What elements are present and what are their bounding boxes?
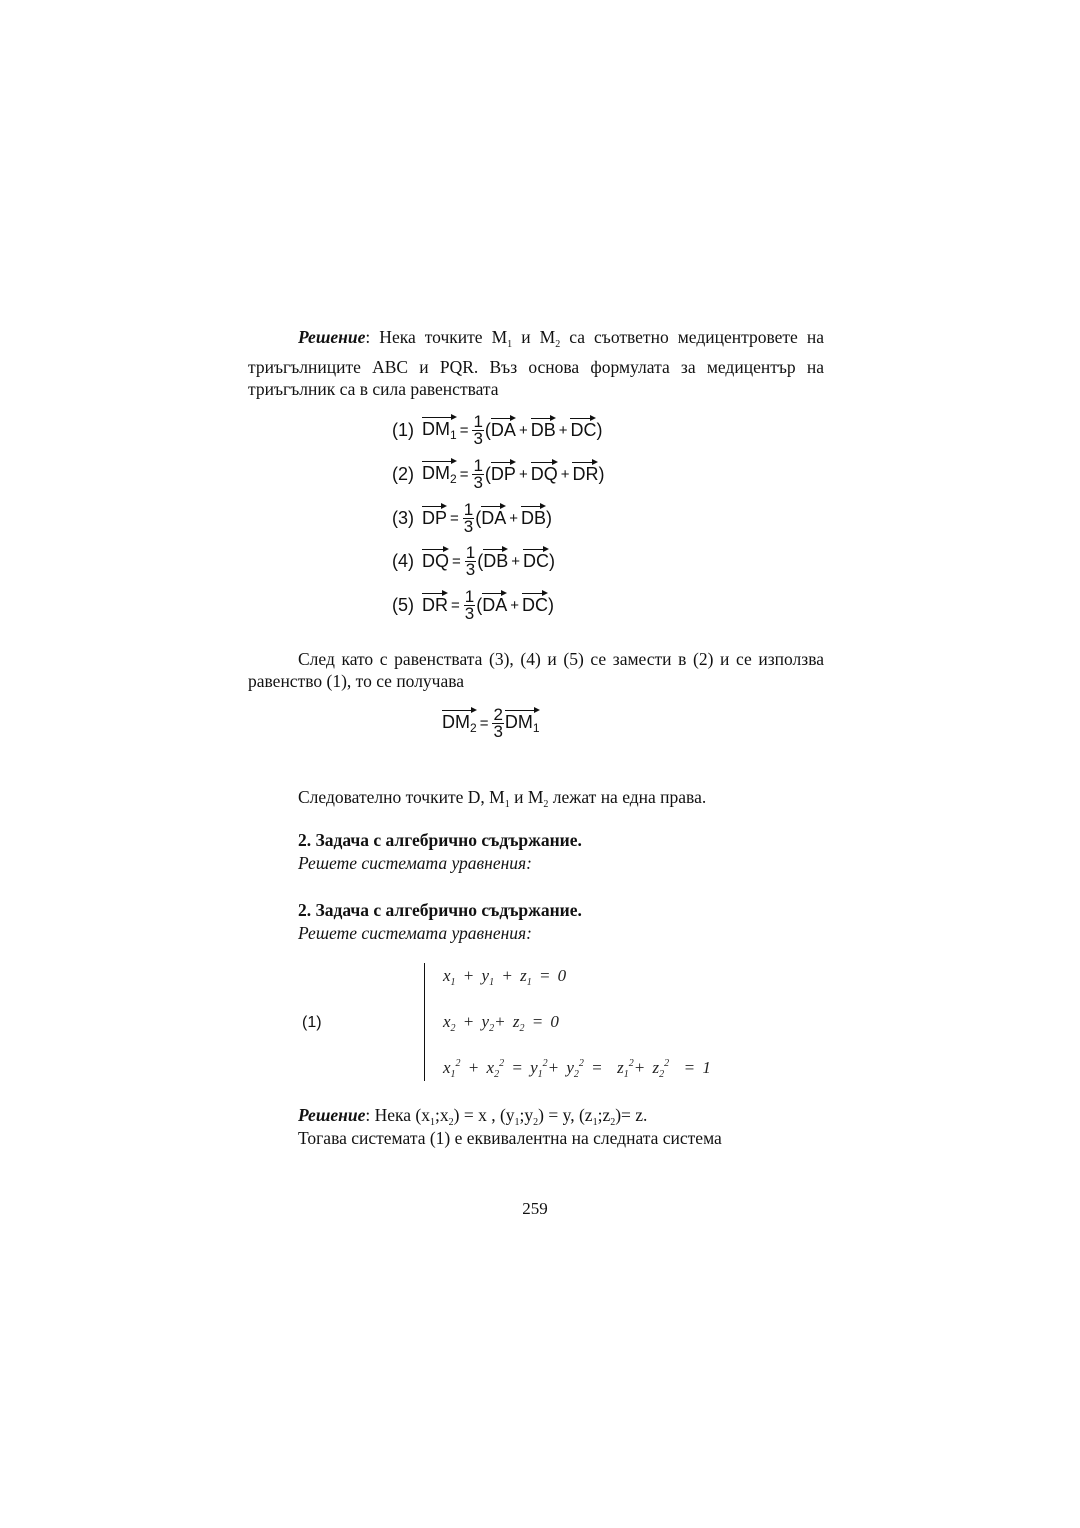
page-number: 259 — [522, 1199, 548, 1218]
vector-dq: DQ — [530, 464, 558, 484]
system-brace-line — [424, 963, 425, 1081]
fraction: $\frac{1}{3}$ — [464, 587, 475, 623]
solution-paragraph-1: Решение: Нека точките $M_1$ и $M_2$ са съответно медицентровете на триъгълниците ABC и PQR. Въз основа формулата за медицентър на триъгълник са в сила равенствата — [248, 327, 824, 399]
solution-label: Решение — [298, 327, 366, 347]
equation-3: (3) DP = $\frac{1}{3}$ ( DA + DB ) — [392, 500, 553, 536]
fraction: $\frac{2}{3}$ — [493, 705, 503, 741]
vector-da: DA — [490, 420, 516, 440]
fraction: $\frac{1}{3}$ — [463, 500, 474, 536]
vector-dr: DR — [422, 595, 448, 615]
task-heading: 2. Задача с алгебрично съдържание. — [298, 830, 582, 850]
vector-dm1: $DM_1$ — [504, 712, 540, 735]
conclusion-line: Следователно точките D, $M_1$ и $M_2$ лежат на една права. — [298, 787, 707, 810]
equation-5: (5) DR = $\frac{1}{3}$ ( DA + DC ) — [392, 587, 555, 623]
result-equation: $DM_2$ = $\frac{2}{3}$ $DM_1$ — [442, 705, 540, 741]
vector-dc: DC — [522, 595, 549, 615]
substitution-paragraph: След като с равенствата (3), (4) и (5) се замести в (2) и се използва равенство (1), то се получава — [248, 649, 824, 691]
system-eq-1: $x_1 + y_1 + z_1 = 0$ — [443, 966, 567, 988]
task-subtitle: Решете системата уравнения: — [298, 853, 532, 873]
equation-2: (2) $DM_2$ = $\frac{1}{3}$ ( DP + DQ + DR ) — [392, 456, 605, 492]
equation-1: (1) $DM_1$ = $\frac{1}{3}$ ( DA + DB + DC ) — [392, 412, 603, 448]
vector-db: DB — [530, 420, 556, 440]
solution-label: Решение — [298, 1105, 366, 1125]
vector-db: DB — [483, 551, 509, 571]
vector-dr: DR — [572, 464, 599, 484]
system-label: (1) — [302, 1014, 322, 1031]
fraction: $\frac{1}{3}$ — [473, 456, 483, 492]
vector-dc: DC — [523, 551, 550, 571]
fraction: $\frac{1}{3}$ — [465, 543, 476, 579]
task-subtitle-repeat: Решете системата уравнения: — [298, 923, 532, 943]
vector-dp: DP — [490, 464, 516, 484]
fraction: $\frac{1}{3}$ — [473, 412, 483, 448]
system-eq-2: $x_2 + y_2+ z_2 = 0$ — [443, 1012, 559, 1034]
equivalence-line: Тогава системата (1) е еквивалентна на следната система — [298, 1128, 722, 1148]
equation-4: (4) DQ = $\frac{1}{3}$ ( DB + DC ) — [392, 543, 556, 579]
vector-da: DA — [481, 508, 507, 528]
vector-dm2: $DM_2$ — [442, 712, 477, 735]
task-heading-repeat: 2. Задача с алгебрично съдържание. — [298, 900, 582, 920]
vector-dq: DQ — [422, 551, 449, 571]
vector-dp: DP — [422, 508, 448, 528]
vector-dm2: $DM_2$ — [422, 463, 457, 486]
solution-paragraph-2: Решение: Нека $(x_1;x_2) = x$ , $(y_1;y_2) = y$, $(z_1;z_2)= z$. — [298, 1105, 648, 1128]
vector-db: DB — [521, 508, 547, 528]
vector-dm1: $DM_1$ — [422, 419, 457, 442]
vector-dc: DC — [570, 420, 597, 440]
system-eq-3: $x_1^2 + x_2^2 = y_1^2+ y_2^2 = z_1^2+ z_2^2 = 1$ — [443, 1058, 711, 1080]
vector-da: DA — [482, 595, 508, 615]
